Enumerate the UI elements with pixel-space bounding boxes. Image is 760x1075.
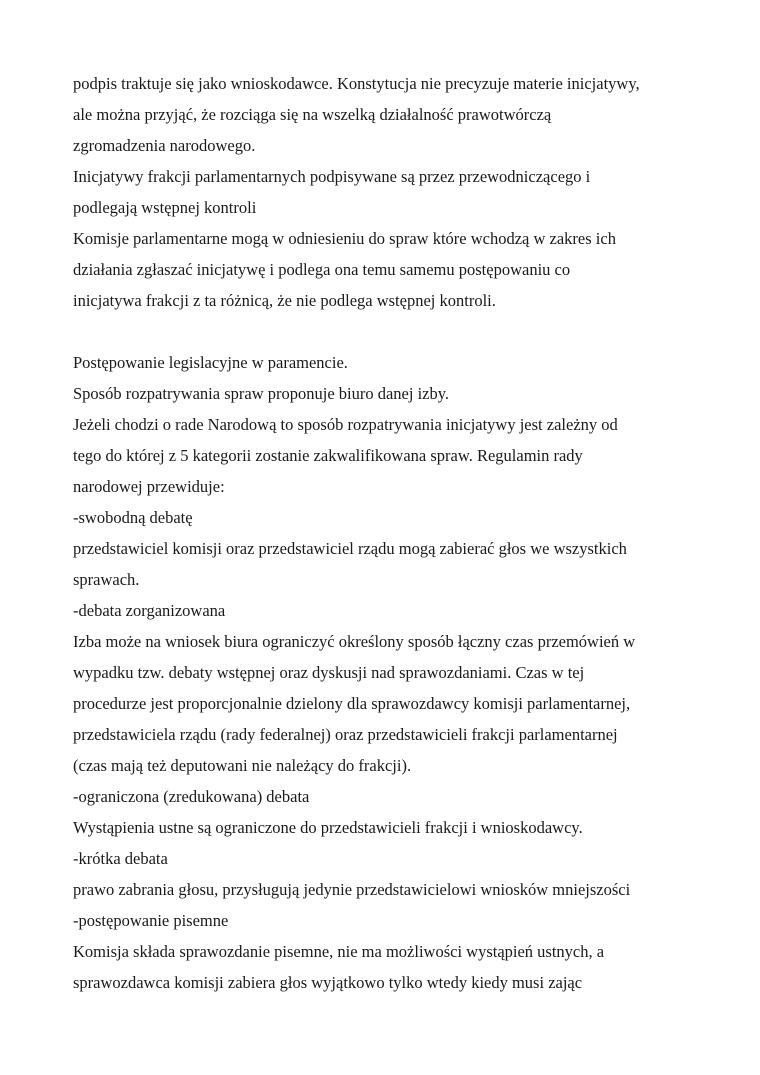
text-line: prawo zabrania głosu, przysługują jedynie przedstawicielowi wniosków mniejszości (73, 880, 631, 899)
text-line: wypadku tzw. debaty wstępnej oraz dyskusji nad sprawozdaniami. Czas w tej (73, 663, 585, 682)
list-item-heading: -ograniczona (zredukowana) debata (73, 787, 310, 806)
list-item-heading: -swobodną debatę (73, 508, 193, 527)
text-line: podpis traktuje się jako wnioskodawce. Konstytucja nie precyzuje materie inicjatywy, (73, 74, 640, 93)
text-line: zgromadzenia narodowego. (73, 136, 256, 155)
section-heading: Postępowanie legislacyjne w paramencie. (73, 353, 348, 372)
list-item-heading: -debata zorganizowana (73, 601, 226, 620)
text-line: procedurze jest proporcjonalnie dzielony dla sprawozdawcy komisji parlamentarnej, (73, 694, 631, 713)
list-item-heading: -krótka debata (73, 849, 168, 868)
text-line: podlegają wstępnej kontroli (73, 198, 257, 217)
text-line: (czas mają też deputowani nie należący do frakcji). (73, 756, 412, 775)
paragraph-gap (73, 316, 713, 347)
text-line: Inicjatywy frakcji parlamentarnych podpisywane są przez przewodniczącego i (73, 167, 591, 186)
list-item-heading: -postępowanie pisemne (73, 911, 229, 930)
text-line: narodowej przewiduje: (73, 477, 225, 496)
text-line: Komisje parlamentarne mogą w odniesieniu do spraw które wchodzą w zakres ich (73, 229, 616, 248)
text-line: przedstawiciel komisji oraz przedstawiciel rządu mogą zabierać głos we wszystkich (73, 539, 627, 558)
text-line: przedstawiciela rządu (rady federalnej) oraz przedstawicieli frakcji parlamentarnej (73, 725, 618, 744)
text-line: ale można przyjąć, że rozciąga się na wszelką działalność prawotwórczą (73, 105, 552, 124)
text-line: inicjatywa frakcji z ta różnicą, że nie podlega wstępnej kontroli. (73, 291, 496, 310)
text-line: Izba może na wniosek biura ograniczyć określony sposób łączny czas przemówień w (73, 632, 636, 651)
document-body (73, 68, 713, 998)
text-line: Komisja składa sprawozdanie pisemne, nie ma możliwości wystąpień ustnych, a (73, 942, 605, 961)
text-line: Wystąpienia ustne są ograniczone do przedstawicieli frakcji i wnioskodawcy. (73, 818, 583, 837)
text-line: Sposób rozpatrywania spraw proponuje biuro danej izby. (73, 384, 450, 403)
text-line: Jeżeli chodzi o rade Narodową to sposób rozpatrywania inicjatywy jest zależny od (73, 415, 618, 434)
text-line: działania zgłaszać inicjatywę i podlega ona temu samemu postępowaniu co (73, 260, 571, 279)
text-line: sprawach. (73, 570, 140, 589)
text-line: tego do której z 5 kategorii zostanie zakwalifikowana spraw. Regulamin rady (73, 446, 583, 465)
text-line: sprawozdawca komisji zabiera głos wyjątkowo tylko wtedy kiedy musi zając (73, 973, 583, 992)
